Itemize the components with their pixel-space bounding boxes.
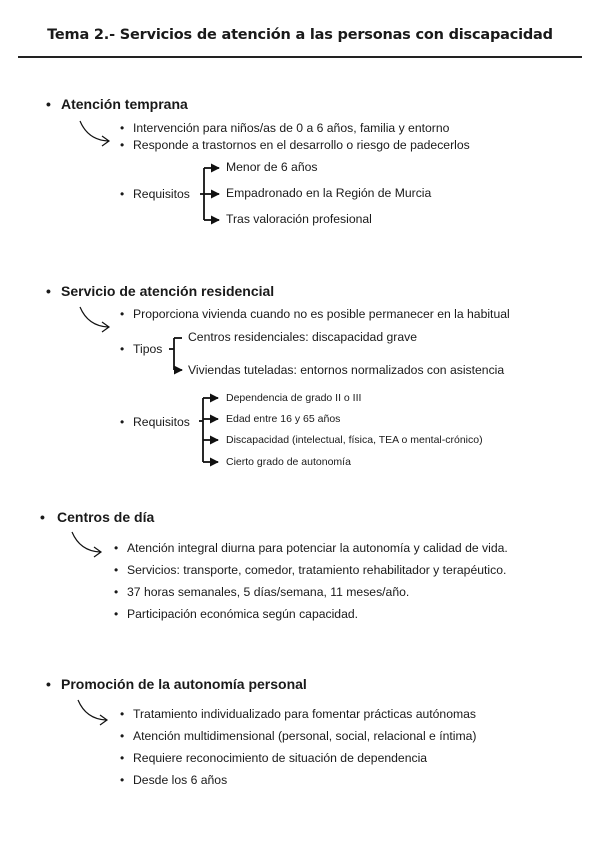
list-item: • Responde a trastornos en el desarrollo o riesgo de padecerlos: [133, 138, 470, 152]
section-bullet: •: [40, 509, 45, 525]
list-item: • Desde los 6 años: [133, 773, 227, 787]
requisito-item: Discapacidad (intelectual, física, TEA o mental-crónico): [226, 434, 483, 446]
list-item: • Proporciona vivienda cuando no es posible permanecer en la habitual: [133, 307, 510, 321]
tipos-label: • Tipos: [133, 342, 162, 356]
section-heading-atencion-temprana: Atención temprana: [61, 96, 188, 112]
section-heading-centros-de-dia: Centros de día: [57, 509, 155, 525]
section-bullet: •: [46, 283, 51, 299]
section-bullet: •: [46, 96, 51, 112]
section-heading-servicio-residencial: Servicio de atención residencial: [61, 283, 275, 299]
list-item: • Atención integral diurna para potenciar la autonomía y calidad de vida.: [127, 541, 508, 555]
list-item: • Tratamiento individualizado para fomentar prácticas autónomas: [133, 707, 476, 721]
list-item: • Requiere reconocimiento de situación de dependencia: [133, 751, 427, 765]
requisitos-label: • Requisitos: [133, 187, 190, 201]
list-item: • Participación económica según capacidad.: [127, 607, 358, 621]
list-item: • Intervención para niños/as de 0 a 6 años, familia y entorno: [133, 121, 449, 135]
tipo-item: Centros residenciales: discapacidad grave: [188, 330, 417, 344]
requisito-item: Dependencia de grado II o III: [226, 392, 362, 404]
requisito-item: Cierto grado de autonomía: [226, 456, 351, 468]
requisitos-label: • Requisitos: [133, 415, 190, 429]
requisito-item: Menor de 6 años: [226, 160, 318, 174]
section-heading-promocion-autonomia: Promoción de la autonomía personal: [61, 676, 307, 692]
tipo-item: Viviendas tuteladas: entornos normalizados con asistencia: [188, 363, 505, 377]
section-bullet: •: [46, 676, 51, 692]
requisito-item: Tras valoración profesional: [226, 212, 372, 226]
requisito-item: Edad entre 16 y 65 años: [226, 413, 341, 425]
page-title: Tema 2.- Servicios de atención a las personas con discapacidad: [47, 27, 553, 43]
requisito-item: Empadronado en la Región de Murcia: [226, 186, 432, 200]
list-item: • Servicios: transporte, comedor, tratamiento rehabilitador y terapéutico.: [127, 563, 506, 577]
list-item: • Atención multidimensional (personal, social, relacional e íntima): [133, 729, 476, 743]
list-item: • 37 horas semanales, 5 días/semana, 11 meses/año.: [127, 585, 409, 599]
